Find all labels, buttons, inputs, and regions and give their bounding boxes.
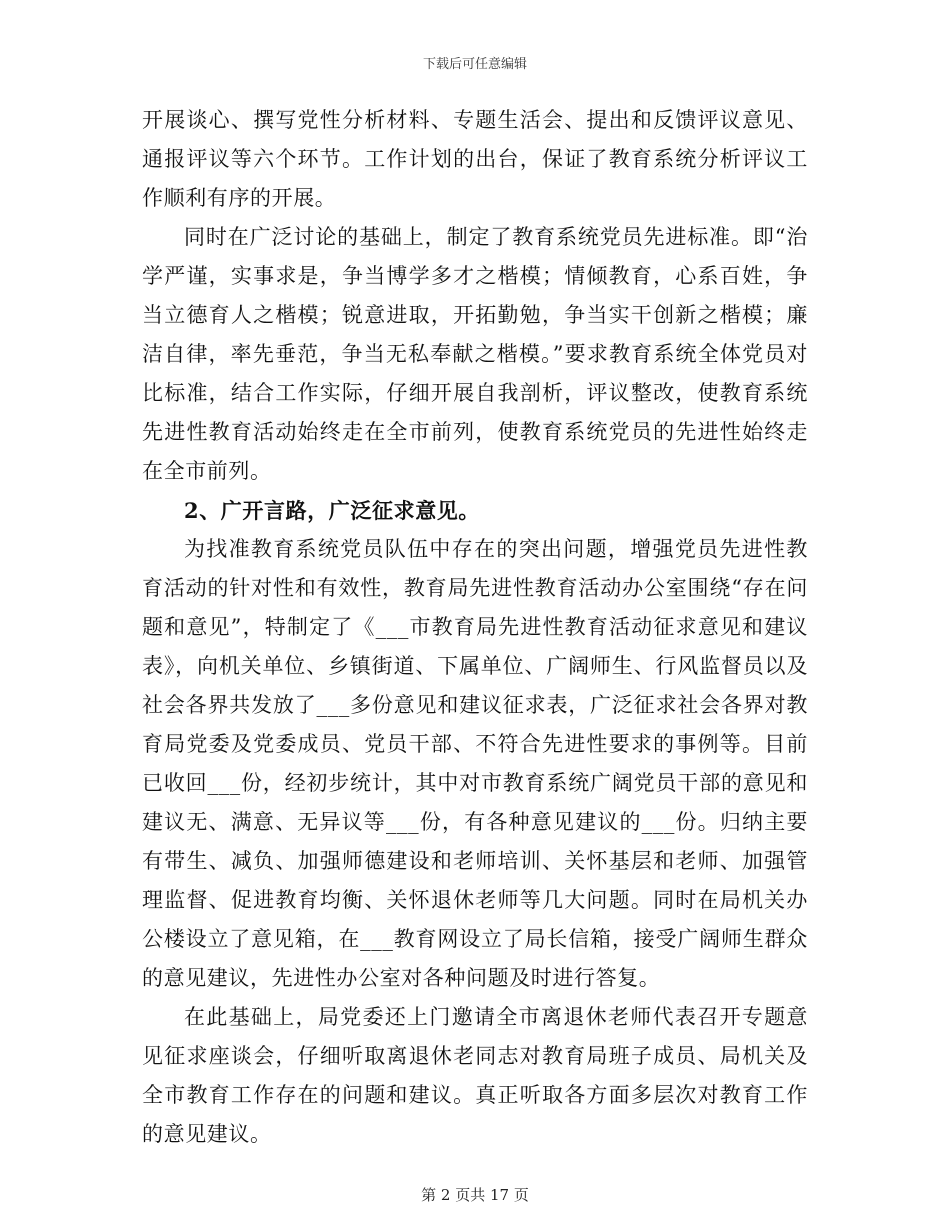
paragraph-standards: 同时在广泛讨论的基础上，制定了教育系统党员先进标准。即“治学严谨，实事求是，争当博学多才之楷模；情倾教育，心系百姓，争当立德育人之楷模；锐意进取，开拓勤勉，争当实干创新之楷模；廉洁自律，率先垂范，争当无私奉献之楷模。”要求教育系统全体党员对比标准，结合工作实际，仔细开展自我剖析，评议整改，使教育系统先进性教育活动始终走在全市前列，使教育系统党员的先进性始终走在全市前列。 (142, 225, 808, 483)
paragraph-continued: 开展谈心、撰写党性分析材料、专题生活会、提出和反馈评议意见、通报评议等六个环节。工作计划的出台，保证了教育系统分析评议工作顺利有序的开展。 (142, 108, 808, 210)
paragraph-retirees: 在此基础上，局党委还上门邀请全市离退休老师代表召开专题意见征求座谈会，仔细听取离退休老同志对教育局班子成员、局机关及全市教育工作存在的问题和建议。真正听取各方面多层次对教育工作的意见建议。 (142, 1005, 808, 1146)
paragraph-opinions: 为找准教育系统党员队伍中存在的突出问题，增强党员先进性教育活动的针对性和有效性，教育局先进性教育活动办公室围绕“存在问题和意见”，特制定了《___市教育局先进性教育活动征求意见和建议表》，向机关单位、乡镇街道、下属单位、广阔师生、行风监督员以及社会各界共发放了___多份意见和建议征求表，广泛征求社会各界对教育局党委及党委成员、党员干部、不符合先进性要求的事例等。目前已收回___份，经初步统计，其中对市教育系统广阔党员干部的意见和建议无、满意、无异议等___份，有各种意见建议的___份。归纳主要有带生、减负、加强师德建设和老师培训、关怀基层和老师、加强管理监督、促进教育均衡、关怀退休老师等几大问题。同时在局机关办公楼设立了意见箱，在___教育网设立了局长信箱，接受广阔师生群众的意见建议，先进性办公室对各种问题及时进行答复。 (142, 537, 808, 990)
document-body (142, 101, 808, 1154)
page-number: 第 2 页共 17 页 (421, 1186, 529, 1204)
header-note: 下载后可任意编辑 (422, 57, 527, 72)
section-heading: 2、广开言路，广泛征求意见。 (184, 498, 481, 523)
